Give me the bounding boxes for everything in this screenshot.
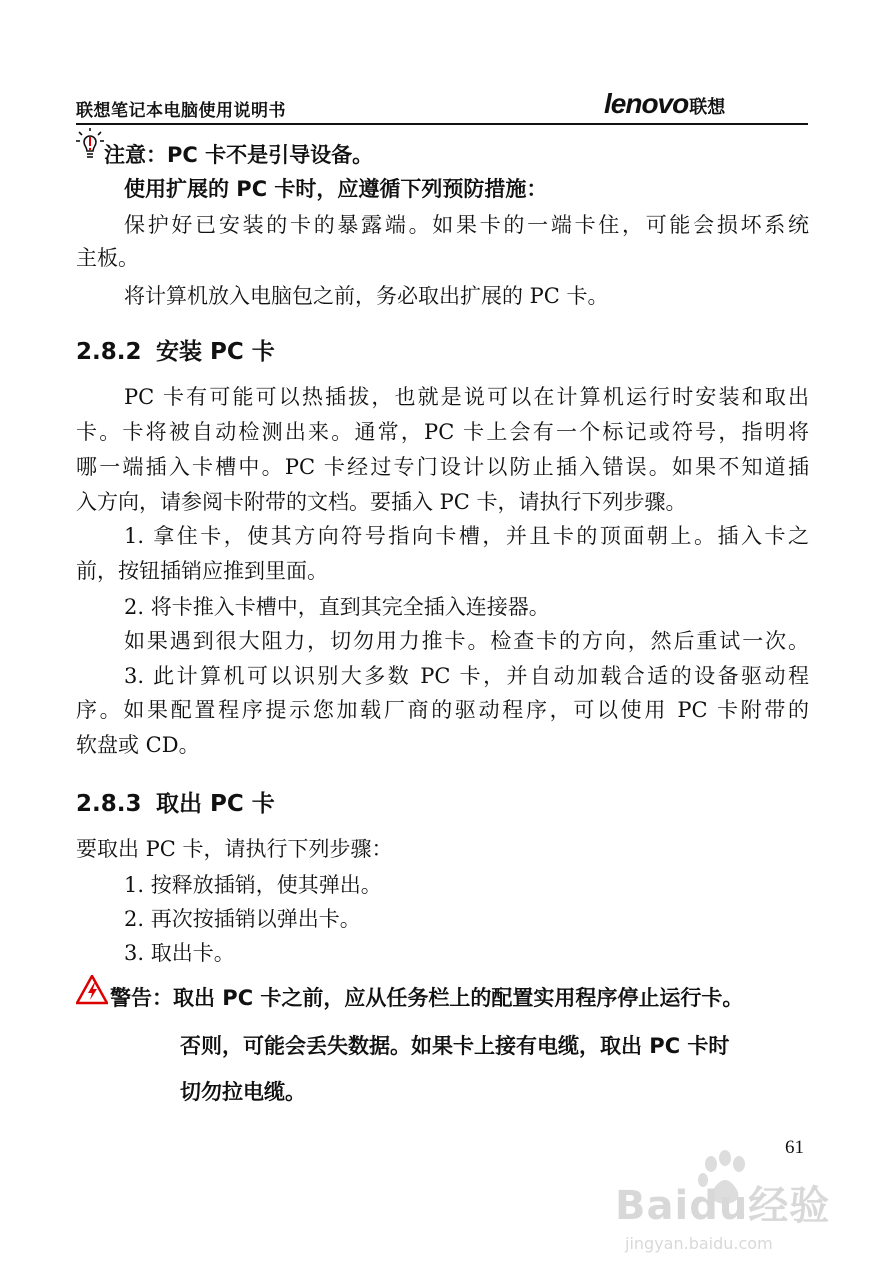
section-number: 2.8.2 bbox=[76, 339, 142, 365]
list-item: 3. 此计算机可以识别大多数 PC 卡，并自动加载合适的设备驱动程 bbox=[124, 664, 809, 688]
lightbulb-icon bbox=[76, 128, 104, 164]
list-item: 1. 拿住卡，使其方向符号指向卡槽，并且卡的顶面朝上。插入卡之 bbox=[124, 524, 809, 548]
note-paragraph: 将计算机放入电脑包之前，务必取出扩展的 PC 卡。 bbox=[124, 284, 609, 308]
note-paragraph-line: 主板。 bbox=[76, 246, 139, 270]
paragraph-line: PC 卡有可能可以热插拔，也就是说可以在计算机运行时安装和取出 bbox=[124, 385, 809, 409]
note-paragraph-line: 保护好已安装的卡的暴露端。如果卡的一端卡住，可能会损坏系统 bbox=[124, 213, 809, 237]
warning-line: 否则，可能会丢失数据。如果卡上接有电缆，取出 PC 卡时 bbox=[180, 1034, 730, 1058]
list-item: 2. 将卡推入卡槽中，直到其完全插入连接器。 bbox=[124, 595, 550, 619]
paragraph-line: 哪一端插入卡槽中。PC 卡经过专门设计以防止插入错误。如果不知道插 bbox=[76, 455, 809, 479]
section-title: 安装 PC 卡 bbox=[156, 339, 275, 365]
paragraph-line: 卡。卡将被自动检测出来。通常，PC 卡上会有一个标记或符号，指明将 bbox=[76, 420, 809, 444]
warning-line: 切勿拉电缆。 bbox=[180, 1080, 306, 1104]
logo-brand: lenovo bbox=[604, 88, 689, 119]
list-item-continuation: 软盘或 CD。 bbox=[76, 733, 200, 757]
paragraph-line: 入方向，请参阅卡附带的文档。要插入 PC 卡，请执行下列步骤。 bbox=[76, 490, 687, 514]
section-heading bbox=[76, 785, 275, 818]
list-item: 2. 再次按插销以弹出卡。 bbox=[124, 907, 361, 931]
baidu-watermark bbox=[615, 1150, 845, 1270]
list-item: 1. 按释放插销，使其弹出。 bbox=[124, 873, 382, 897]
note-label: 注意：PC 卡不是引导设备。 bbox=[104, 143, 374, 167]
page-number: 61 bbox=[785, 1137, 804, 1158]
note-subtitle: 使用扩展的 PC 卡时，应遵循下列预防措施： bbox=[124, 177, 548, 201]
paragraph: 要取出 PC 卡，请执行下列步骤： bbox=[76, 837, 393, 861]
document-header-title: 联想笔记本电脑使用说明书 bbox=[76, 101, 286, 121]
section-title: 取出 PC 卡 bbox=[156, 791, 275, 817]
section-heading bbox=[76, 333, 275, 366]
lenovo-logo bbox=[604, 88, 725, 120]
logo-brand-cn: 联想 bbox=[689, 97, 726, 118]
warning-line: 警告：取出 PC 卡之前，应从任务栏上的配置实用程序停止运行卡。 bbox=[110, 986, 744, 1010]
section-number: 2.8.3 bbox=[76, 791, 142, 817]
watermark-url: jingyan.baidu.com bbox=[625, 1234, 773, 1253]
list-item: 3. 取出卡。 bbox=[124, 941, 235, 965]
warning-icon bbox=[76, 975, 108, 1005]
watermark-text: Baidu经验 bbox=[615, 1183, 831, 1229]
header-divider bbox=[76, 123, 808, 125]
list-item-continuation: 前，按钮插销应推到里面。 bbox=[76, 559, 328, 583]
list-item-continuation: 序。如果配置程序提示您加载厂商的驱动程序，可以使用 PC 卡附带的 bbox=[76, 698, 809, 722]
list-item-note: 如果遇到很大阻力，切勿用力推卡。检查卡的方向，然后重试一次。 bbox=[124, 629, 809, 653]
